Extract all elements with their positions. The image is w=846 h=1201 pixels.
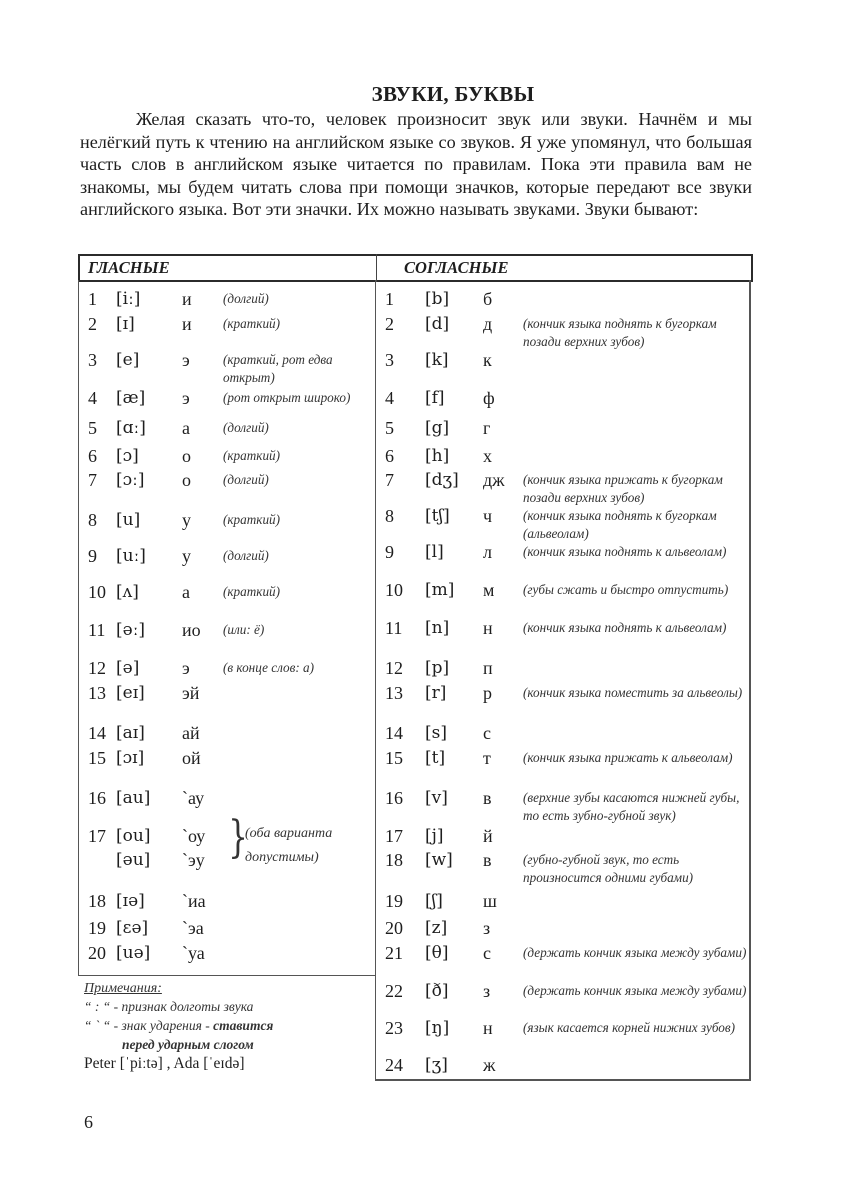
row-number: 24 xyxy=(385,1055,403,1075)
pronunciation-note: (кончик языка поместить за альвеолы) xyxy=(523,685,743,700)
pronunciation-note: (краткий) xyxy=(223,448,281,463)
ipa-symbol: [u] xyxy=(116,510,141,530)
row-number: 1 xyxy=(385,289,394,309)
pronunciation-note: (рот открыт широко) xyxy=(223,390,351,405)
row-number: 5 xyxy=(385,418,394,438)
russian-equivalent: л xyxy=(483,542,492,562)
ipa-symbol: [uə] xyxy=(116,943,151,963)
pronunciation-note: (держать кончик языка между зубами) xyxy=(523,983,747,998)
russian-equivalent: м xyxy=(483,580,495,600)
ipa-symbol: [t] xyxy=(425,748,446,768)
russian-equivalent: э xyxy=(182,350,190,370)
ipa-symbol: [r] xyxy=(425,683,447,703)
note-stress-position: перед ударным слогом xyxy=(122,1037,254,1052)
ipa-symbol: [æ] xyxy=(116,388,146,408)
russian-equivalent: п xyxy=(483,658,493,678)
row-number: 1 xyxy=(88,289,97,309)
row-number: 17 xyxy=(385,826,403,846)
ipa-symbol: [w] xyxy=(425,850,453,870)
row-number: 23 xyxy=(385,1018,403,1038)
ipa-symbol: [n] xyxy=(425,618,450,638)
russian-equivalent: к xyxy=(483,350,492,370)
ipa-symbol: [p] xyxy=(425,658,450,678)
ipa-symbol: [d] xyxy=(425,314,450,334)
russian-equivalent: с xyxy=(483,943,491,963)
ipa-symbol: [ɔː] xyxy=(116,470,145,490)
pronunciation-note: (кончик языка поднять к альвеолам) xyxy=(523,620,727,635)
ipa-symbol: [tʃ] xyxy=(425,506,450,526)
note-example: Peter [ˈpiːtə] , Ada [ˈeɪdə] xyxy=(84,1055,245,1072)
row-number: 11 xyxy=(88,620,106,640)
ipa-symbol: [iː] xyxy=(116,289,141,309)
russian-equivalent: о xyxy=(182,470,191,490)
row-number: 4 xyxy=(88,388,97,408)
russian-equivalent: з xyxy=(483,981,491,1001)
row-number: 12 xyxy=(88,658,106,678)
row-number: 13 xyxy=(385,683,403,703)
ipa-symbol: [ɛə] xyxy=(116,918,149,938)
pronunciation-note: (краткий, рот едва открыт) xyxy=(223,352,333,385)
vowels-header: ГЛАСНЫЕ xyxy=(88,258,170,277)
row-number: 3 xyxy=(385,350,394,370)
note-stress-sign: “ ` “ - знак ударения - ставится xyxy=(84,1018,274,1033)
row-number: 8 xyxy=(88,510,97,530)
russian-equivalent: ш xyxy=(483,891,497,911)
ipa-symbol: [l] xyxy=(425,542,444,562)
ipa-symbol: [e] xyxy=(116,350,140,370)
row-number: 10 xyxy=(385,580,403,600)
pronunciation-note: (долгий) xyxy=(223,420,269,435)
row-number: 18 xyxy=(385,850,403,870)
page-title: ЗВУКИ, БУКВЫ xyxy=(371,82,535,106)
russian-equivalent: `иа xyxy=(182,891,206,911)
russian-equivalent: и xyxy=(182,289,192,309)
row-number: 9 xyxy=(385,542,394,562)
russian-equivalent: о xyxy=(182,446,191,466)
pronunciation-note: (в конце слов: а) xyxy=(223,660,315,675)
ipa-symbol: [aɪ] xyxy=(116,723,145,743)
header-divider xyxy=(376,254,377,282)
russian-equivalent: эй xyxy=(182,683,200,703)
russian-equivalent: н xyxy=(483,1018,493,1038)
ipa-symbol: [ɑː] xyxy=(116,418,146,438)
row-number: 19 xyxy=(385,891,403,911)
russian-equivalent: з xyxy=(483,918,491,938)
russian-equivalent: и xyxy=(182,314,192,334)
pronunciation-note: (краткий) xyxy=(223,584,281,599)
notes-section xyxy=(84,981,374,1074)
consonants-header: СОГЛАСНЫЕ xyxy=(404,258,509,277)
note-long-sign: “ : “ - признак долготы звука xyxy=(84,999,254,1014)
ipa-symbol: [v] xyxy=(425,788,448,808)
row-number: 15 xyxy=(385,748,403,768)
ipa-symbol: [f] xyxy=(425,388,445,408)
row-number: 13 xyxy=(88,683,106,703)
row-number: 20 xyxy=(385,918,403,938)
ipa-symbol: [ʃ] xyxy=(425,891,443,911)
notes-title: Примечания: xyxy=(84,981,162,996)
russian-equivalent: ио xyxy=(182,620,201,640)
pronunciation-note: (кончик языка поднять к бугоркам позади верхних зубов) xyxy=(523,316,717,349)
intro-paragraph xyxy=(80,108,752,221)
row-number: 20 xyxy=(88,943,106,963)
russian-equivalent: в xyxy=(483,788,492,808)
pronunciation-note: (краткий) xyxy=(223,512,281,527)
brace-symbol: } xyxy=(228,812,248,863)
russian-equivalent: э xyxy=(182,658,190,678)
ipa-symbol: [əu] xyxy=(116,850,151,870)
row-number: 14 xyxy=(88,723,106,743)
row-number: 2 xyxy=(88,314,97,334)
russian-equivalent: ф xyxy=(483,388,495,408)
pronunciation-note: (язык касается корней нижних зубов) xyxy=(523,1020,735,1035)
ipa-symbol: [ŋ] xyxy=(425,1018,450,1038)
pronunciation-note: (долгий) xyxy=(223,548,269,563)
pronunciation-note: (долгий) xyxy=(223,291,269,306)
ipa-symbol: [ɔ] xyxy=(116,446,139,466)
russian-equivalent: `оу xyxy=(182,826,206,846)
row-number: 9 xyxy=(88,546,97,566)
row-number: 6 xyxy=(385,446,394,466)
russian-equivalent: ой xyxy=(182,748,201,768)
pronunciation-note: (губы сжать и быстро отпустить) xyxy=(523,582,729,597)
ipa-symbol: [eɪ] xyxy=(116,683,145,703)
pronunciation-note: (держать кончик языка между зубами) xyxy=(523,945,747,960)
russian-equivalent: дж xyxy=(483,470,505,490)
ipa-symbol: [j] xyxy=(425,826,444,846)
row-number: 6 xyxy=(88,446,97,466)
ipa-symbol: [s] xyxy=(425,723,447,743)
pronunciation-note: (верхние зубы касаются нижней губы, то есть зубно-губной звук) xyxy=(523,790,740,823)
russian-equivalent: у xyxy=(182,546,191,566)
row-number: 14 xyxy=(385,723,403,743)
russian-equivalent: `эа xyxy=(182,918,204,938)
page-number: 6 xyxy=(84,1112,93,1132)
russian-equivalent: г xyxy=(483,418,491,438)
russian-equivalent: ж xyxy=(483,1055,496,1075)
pronunciation-note: (кончик языка поднять к альвеолам) xyxy=(523,544,727,559)
ipa-symbol: [dʒ] xyxy=(425,470,459,490)
russian-equivalent: у xyxy=(182,510,191,530)
row-number: 17 xyxy=(88,826,106,846)
row-number: 12 xyxy=(385,658,403,678)
russian-equivalent: р xyxy=(483,683,492,703)
russian-equivalent: т xyxy=(483,748,491,768)
russian-equivalent: а xyxy=(182,582,190,602)
ipa-symbol: [ɔɪ] xyxy=(116,748,145,768)
row-number: 8 xyxy=(385,506,394,526)
russian-equivalent: х xyxy=(483,446,492,466)
ipa-symbol: [ʌ] xyxy=(116,582,139,602)
russian-equivalent: ай xyxy=(182,723,200,743)
ipa-symbol: [əː] xyxy=(116,620,146,640)
ipa-symbol: [h] xyxy=(425,446,450,466)
russian-equivalent: `эу xyxy=(182,850,205,870)
ipa-symbol: [m] xyxy=(425,580,455,600)
ipa-symbol: [z] xyxy=(425,918,448,938)
row-number: 10 xyxy=(88,582,106,602)
row-number: 5 xyxy=(88,418,97,438)
intro-text: Желая сказать что-то, человек произносит звук или звуки. Начнём и мы нелёгкий путь к чтению на английском языке со звуков. Я уже упомянул, что большая часть слов в английском языке читается по правилам. Пока эти правила вам не знакомы, мы будем читать слова при помощи значков, которые передают все звуки английского языка. Вот эти значки. Их можно называть звуками. Звуки бывают: xyxy=(80,109,752,219)
pronunciation-note: (краткий) xyxy=(223,316,281,331)
ipa-symbol: [ɪə] xyxy=(116,891,145,911)
ipa-symbol: [b] xyxy=(425,289,450,309)
russian-equivalent: б xyxy=(483,289,493,309)
russian-equivalent: с xyxy=(483,723,491,743)
ipa-symbol: [uː] xyxy=(116,546,146,566)
russian-equivalent: ч xyxy=(483,506,493,526)
row-number: 3 xyxy=(88,350,97,370)
row-number: 22 xyxy=(385,981,403,1001)
russian-equivalent: э xyxy=(182,388,190,408)
brace-note: (оба варианта допустимы) xyxy=(245,826,333,865)
row-number: 16 xyxy=(385,788,403,808)
pronunciation-note: (губно-губной звук, то есть произносится одними губами) xyxy=(523,852,694,885)
ipa-symbol: [g] xyxy=(425,418,450,438)
russian-equivalent: в xyxy=(483,850,492,870)
table-header xyxy=(78,254,753,282)
ipa-symbol: [au] xyxy=(116,788,151,808)
ipa-symbol: [k] xyxy=(425,350,449,370)
russian-equivalent: `уа xyxy=(182,943,205,963)
ipa-symbol: [θ] xyxy=(425,943,449,963)
row-number: 4 xyxy=(385,388,394,408)
row-number: 19 xyxy=(88,918,106,938)
pronunciation-note: (кончик языка поднять к бугоркам (альвеолам) xyxy=(523,508,717,541)
ipa-symbol: [ʒ] xyxy=(425,1055,448,1075)
row-number: 16 xyxy=(88,788,106,808)
pronunciation-note: (долгий) xyxy=(223,472,269,487)
russian-equivalent: а xyxy=(182,418,190,438)
ipa-symbol: [ə] xyxy=(116,658,140,678)
row-number: 18 xyxy=(88,891,106,911)
row-number: 21 xyxy=(385,943,403,963)
ipa-symbol: [ɪ] xyxy=(116,314,135,334)
pronunciation-note: (кончик языка прижать к бугоркам позади верхних зубов) xyxy=(523,472,723,505)
russian-equivalent: й xyxy=(483,826,493,846)
ipa-symbol: [ou] xyxy=(116,826,151,846)
russian-equivalent: д xyxy=(483,314,493,334)
row-number: 7 xyxy=(88,470,97,490)
russian-equivalent: `ау xyxy=(182,788,205,808)
pronunciation-note: (или: ё) xyxy=(223,622,265,637)
row-number: 7 xyxy=(385,470,394,490)
row-number: 15 xyxy=(88,748,106,768)
row-number: 11 xyxy=(385,618,403,638)
row-number: 2 xyxy=(385,314,394,334)
ipa-symbol: [ð] xyxy=(425,981,449,1001)
pronunciation-note: (кончик языка прижать к альвеолам) xyxy=(523,750,733,765)
russian-equivalent: н xyxy=(483,618,493,638)
